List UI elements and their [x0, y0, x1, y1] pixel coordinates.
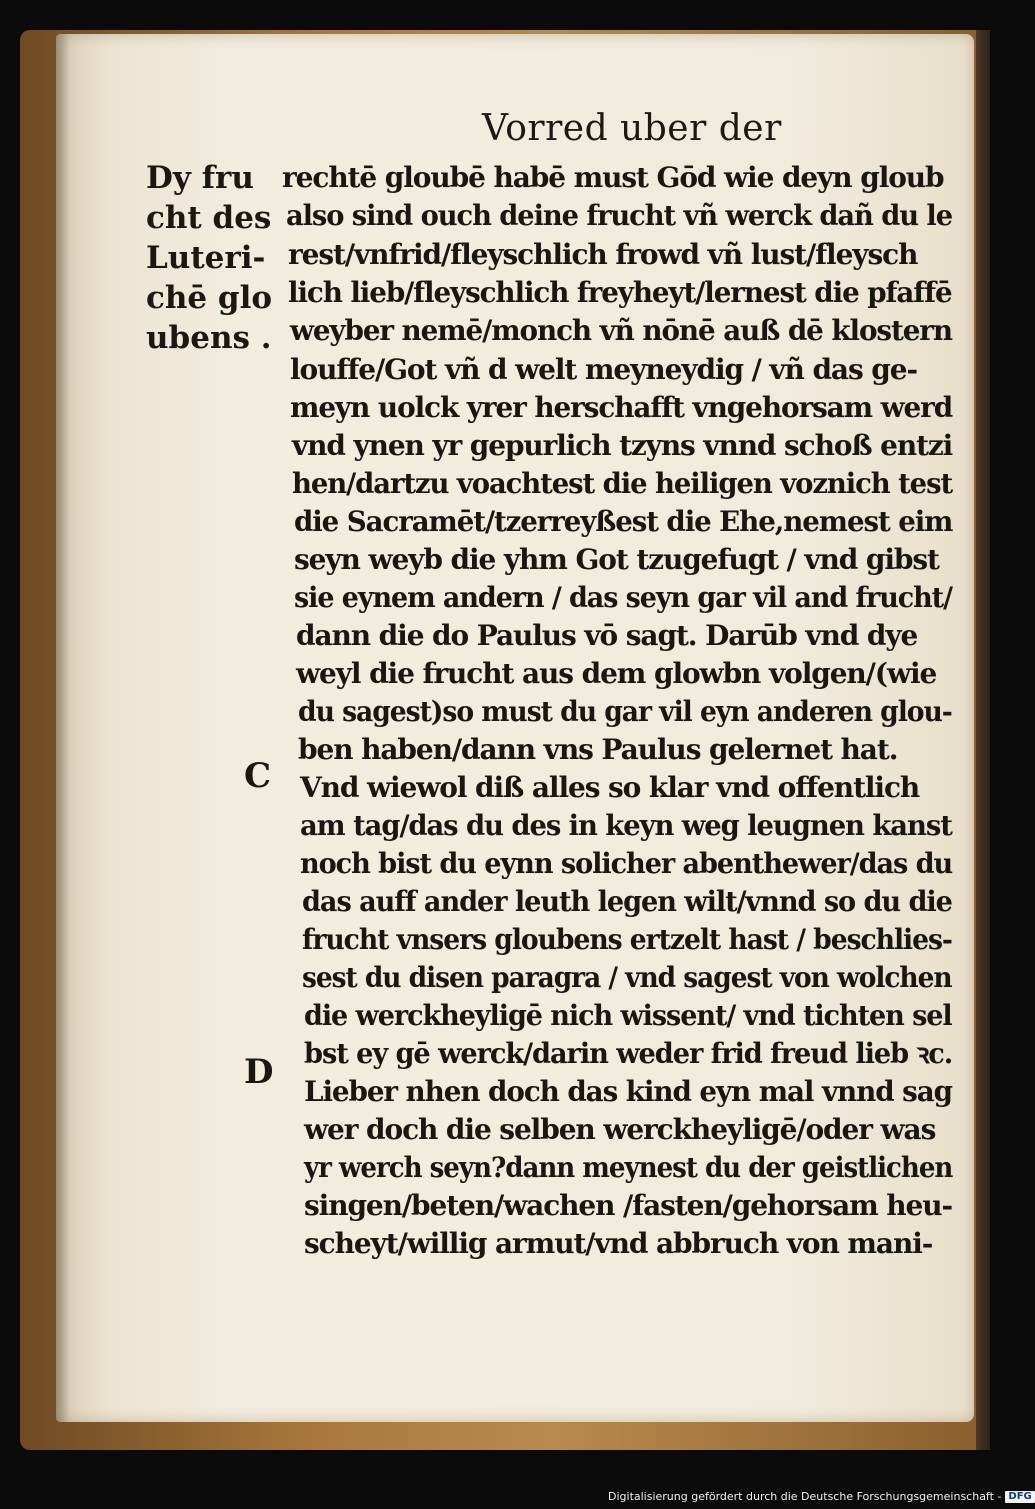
text-line: Vnd wiewol diß alles so klar vnd offentlich — [300, 771, 920, 804]
margin-gloss-line: ubens . — [146, 320, 272, 356]
margin-gloss-line: Luteri- — [146, 240, 266, 276]
dfg-logo-icon: DFG — [1005, 1491, 1034, 1503]
margin-gloss-line: Dy fru — [146, 160, 254, 196]
text-line: wer doch die selben werckheyligē/oder was — [304, 1113, 936, 1146]
text-line: hen/dartzu voachtest die heiligen voznich test — [292, 467, 953, 500]
digitization-credit — [608, 1488, 1032, 1506]
credit-text: Digitalisierung gefördert durch die Deutsche Forschungsgemeinschaft - — [608, 1490, 1002, 1503]
text-line: Lieber nhen doch das kind eyn mal vnnd sag — [304, 1075, 952, 1108]
text-line: sest du disen paragra / vnd sagest von wolchen — [302, 961, 952, 994]
text-line: meyn uolck yrer herschafft vngehorsam werd — [290, 391, 953, 424]
text-line: seyn weyb die yhm Got tzugefugt / vnd gibst — [294, 543, 939, 576]
text-line: weyl die frucht aus dem glowbn volgen/(wie — [296, 657, 937, 690]
text-line: noch bist du eynn solicher abenthewer/das du — [300, 847, 953, 880]
text-line: lich lieb/fleyschlich freyheyt/lernest die pfaffē — [288, 276, 952, 309]
page-gutter-shadow — [56, 34, 70, 1422]
running-header: Vorred uber der — [482, 108, 782, 149]
text-line: weyber nemē/monch vñ nōnē auß dē klostern — [290, 314, 952, 347]
text-line: singen/beten/wachen /fasten/gehorsam heu- — [304, 1189, 953, 1222]
text-line: vnd ynen yr gepurlich tzyns vnnd schoß entzi — [292, 429, 953, 462]
text-line: das auff ander leuth legen wilt/vnnd so du die — [302, 885, 952, 918]
margin-gloss-line: chē glo — [146, 280, 273, 316]
book-binding-edge — [976, 30, 990, 1450]
text-line: du sagest)so must du gar vil eyn anderen glou- — [298, 695, 952, 728]
text-line: also sind ouch deine frucht vñ werck dañ du le — [286, 199, 953, 232]
text-line: dann die do Paulus vō sagt. Darūb vnd dye — [296, 619, 918, 652]
text-line: scheyt/willig armut/vnd abbruch von mani- — [304, 1227, 933, 1260]
text-line: yr werch seyn?dann meynest du der geistlichen — [304, 1151, 953, 1184]
text-line: ben haben/dann vns Paulus gelernet hat. — [298, 733, 898, 766]
section-marker: D — [244, 1052, 274, 1092]
text-line: die werckheyligē nich wissent/ vnd tichten sel — [304, 999, 952, 1032]
margin-gloss-line: cht des — [146, 200, 272, 236]
text-line: bst ey gē werck/darin weder frid freud lieb ꝛc. — [304, 1037, 953, 1070]
text-line: louffe/Got vñ d welt meyneydig / vñ das ge- — [290, 353, 917, 386]
section-marker: C — [244, 756, 272, 796]
text-line: rechtē gloubē habē must Gōd wie deyn gloub — [282, 161, 944, 194]
text-line: die Sacramēt/tzerreyßest die Ehe,nemest eim — [294, 505, 953, 538]
text-line: frucht vnsers gloubens ertzelt hast / beschlies- — [302, 923, 952, 956]
text-line: am tag/das du des in keyn weg leugnen kanst — [300, 809, 952, 842]
text-line: sie eynem andern / das seyn gar vil and frucht/ — [294, 581, 952, 614]
text-line: rest/vnfrid/fleyschlich frowd vñ lust/fleysch — [288, 238, 918, 271]
